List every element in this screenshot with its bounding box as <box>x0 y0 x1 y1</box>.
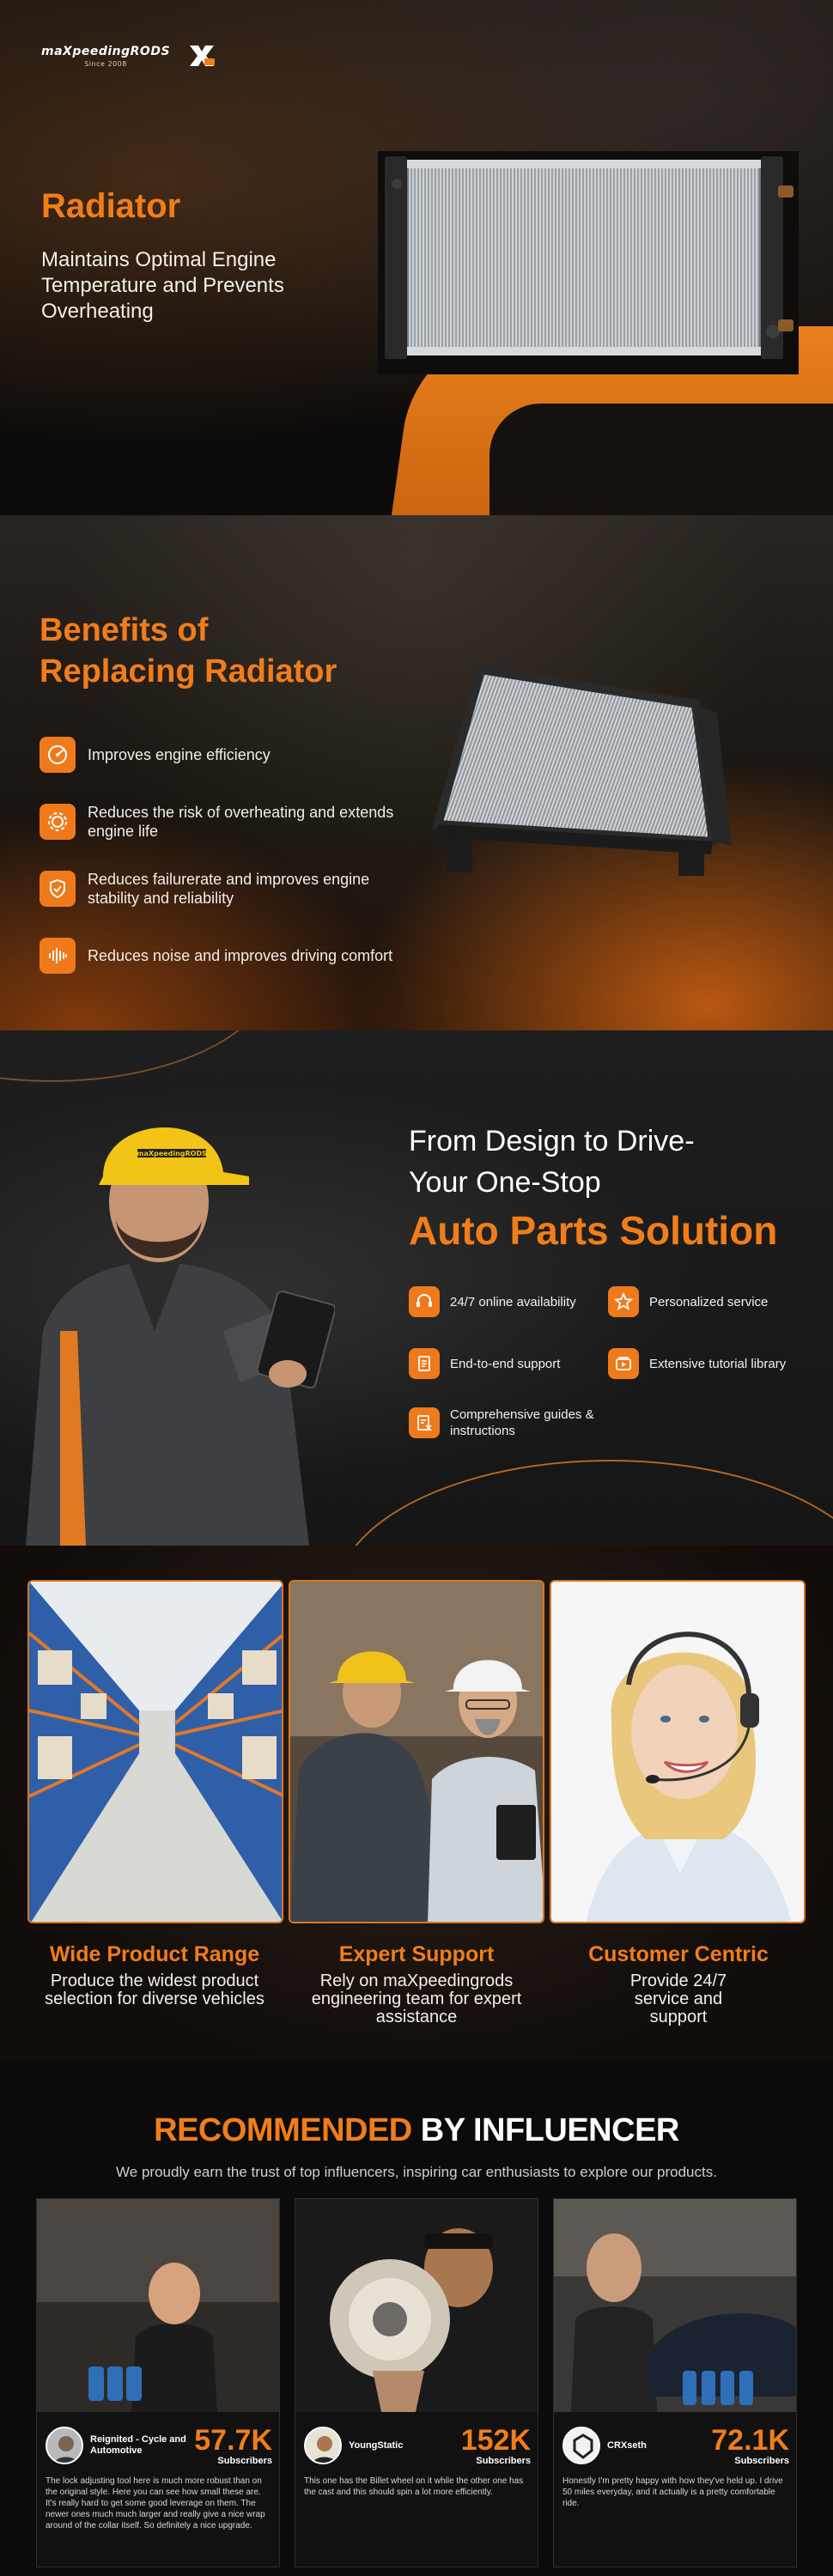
advantage-desc: Produce the widest product selection for diverse vehicles <box>45 1971 264 2008</box>
decor-dark-notch <box>489 404 833 515</box>
benefits-title <box>40 610 337 692</box>
influencer-name[interactable]: Reignited - Cycle and Automotive <box>90 2434 186 2456</box>
influencer-video-thumbnail[interactable] <box>295 2199 538 2412</box>
feature-guides <box>409 1406 598 1439</box>
influencer-title <box>0 2112 833 2149</box>
influencer-header <box>562 2424 789 2467</box>
benefits-title-line1: Benefits of <box>40 612 209 648</box>
subscriber-label: Subscribers <box>217 2456 272 2466</box>
avatar[interactable] <box>304 2427 342 2464</box>
gear-icon <box>40 804 76 840</box>
helmet-logo-text: maXpeedingRODS <box>137 1150 207 1157</box>
document-list-icon <box>409 1348 440 1379</box>
avatar[interactable] <box>46 2427 83 2464</box>
subscriber-label: Subscribers <box>476 2456 531 2466</box>
feature-tutorials <box>608 1348 786 1379</box>
influencer-quote: Honestly I'm pretty happy with how they've held up. I drive 50 miles everyday, and it actually is a pretty comfortable ride. <box>562 2476 783 2508</box>
influencer-card[interactable] <box>553 2198 797 2567</box>
hero-subtitle: Maintains Optimal Engine Temperature and Prevents Overheating <box>41 248 284 323</box>
advantage-desc: Provide 24/7 service and support <box>629 1971 727 2026</box>
advantage-title: Customer Centric <box>588 1942 769 1966</box>
subscriber-label: Subscribers <box>734 2456 789 2466</box>
subscriber-number: 72.1K <box>711 2424 789 2457</box>
feature-text: Extensive tutorial library <box>649 1356 787 1371</box>
support-agent-image <box>551 1582 806 1923</box>
benefit-text: Improves engine efficiency <box>88 746 271 763</box>
guide-icon <box>409 1407 440 1438</box>
logo-since: Since 2008 <box>84 59 127 68</box>
feature-text: Comprehensive guides & instructions <box>450 1407 594 1438</box>
advantage-desc: Rely on maXpeedingrods engineering team for expert assistance <box>311 1971 522 2026</box>
benefit-text: Reduces the risk of overheating and extends engine life <box>88 804 394 840</box>
gauge-icon <box>40 737 76 773</box>
feature-24-7 <box>409 1286 576 1317</box>
benefits-title-line2: Replacing Radiator <box>40 653 337 690</box>
subscriber-count <box>461 2425 531 2466</box>
headset-icon <box>409 1286 440 1317</box>
feature-text: End-to-end support <box>450 1356 561 1371</box>
influencer-video-thumbnail[interactable] <box>554 2199 797 2412</box>
influencer-info <box>554 2412 797 2567</box>
support-agent-image-card <box>550 1580 806 1923</box>
benefit-text: Reduces failurerate and improves engine stability and reliability <box>88 871 370 907</box>
advantage-caption <box>550 1942 807 2026</box>
benefit-item <box>40 721 400 788</box>
influencer-title-rest: BY INFLUENCER <box>411 2112 679 2148</box>
advantage-title: Wide Product Range <box>49 1942 260 1966</box>
logo-wordmark <box>41 45 170 68</box>
brand-logo[interactable] <box>41 43 216 69</box>
advantage-caption <box>288 1942 545 2026</box>
influencer-header <box>304 2424 531 2467</box>
benefits-list <box>40 721 400 989</box>
radiator-angled-image <box>421 653 747 910</box>
decor-arc <box>335 1460 833 1546</box>
one-stop-section <box>0 1030 833 1546</box>
influencer-card[interactable] <box>36 2198 280 2567</box>
influencer-card[interactable] <box>295 2198 538 2567</box>
influencer-subtitle: We proudly earn the trust of top influencers, inspiring car enthusiasts to explore our products. <box>116 2164 717 2180</box>
influencer-quote: The lock adjusting tool here is much more robust than on the original style. Here you can see how small these are. It's really hard to get some good leverage on them. The newer ones much much larger and really give a nice wrap around of the collar itself. So definitely a nice upgrade. <box>46 2476 265 2530</box>
feature-end-to-end <box>409 1348 560 1379</box>
engineers-image-card <box>289 1580 544 1923</box>
subscriber-count <box>194 2425 272 2466</box>
feature-text: 24/7 online availability <box>450 1294 576 1309</box>
feature-personalized <box>608 1286 768 1317</box>
subscriber-number: 152K <box>460 2424 531 2457</box>
benefit-text: Reduces noise and improves driving comfort <box>88 947 393 964</box>
influencer-header <box>46 2424 272 2467</box>
influencer-quote: This one has the Billet wheel on it while the other one has the cast and this should spin a lot more efficiently. <box>304 2476 524 2497</box>
benefit-item <box>40 922 400 989</box>
influencer-info <box>295 2412 538 2567</box>
engineer-with-tablet-image <box>9 1048 335 1546</box>
shield-check-icon <box>40 871 76 907</box>
influencer-section <box>0 2061 833 2576</box>
influencer-name[interactable]: CRXseth <box>607 2439 647 2451</box>
avatar[interactable] <box>562 2427 600 2464</box>
benefits-section <box>0 515 833 1030</box>
influencer-title-highlight: RECOMMENDED <box>154 2112 412 2148</box>
subscriber-number: 57.7K <box>194 2424 272 2457</box>
advantage-title: Expert Support <box>338 1942 495 1966</box>
radiator-product-image <box>378 151 799 374</box>
warehouse-image <box>29 1582 283 1923</box>
influencer-video-thumbnail[interactable] <box>37 2199 280 2412</box>
onestop-heading-line2: Your One-Stop <box>409 1166 601 1199</box>
benefit-item <box>40 855 400 922</box>
video-library-icon <box>608 1348 639 1379</box>
warehouse-image-card <box>27 1580 283 1923</box>
x-emblem-icon <box>187 43 216 69</box>
advantages-section <box>0 1546 833 2061</box>
feature-text: Personalized service <box>649 1294 769 1309</box>
star-icon <box>608 1286 639 1317</box>
influencer-info <box>37 2412 280 2567</box>
logo-text: maXpeedingRODS <box>41 44 171 58</box>
advantage-caption <box>26 1942 283 2008</box>
hero-title: Radiator <box>41 187 181 225</box>
hero-section <box>0 0 833 515</box>
subscriber-count <box>711 2425 789 2466</box>
onestop-heading-highlight: Auto Parts Solution <box>409 1208 778 1253</box>
onestop-heading-line1: From Design to Drive- <box>409 1125 695 1157</box>
engineers-image <box>290 1582 544 1923</box>
influencer-name[interactable]: YoungStatic <box>349 2439 404 2451</box>
sound-wave-icon <box>40 938 76 974</box>
benefit-item <box>40 788 400 855</box>
